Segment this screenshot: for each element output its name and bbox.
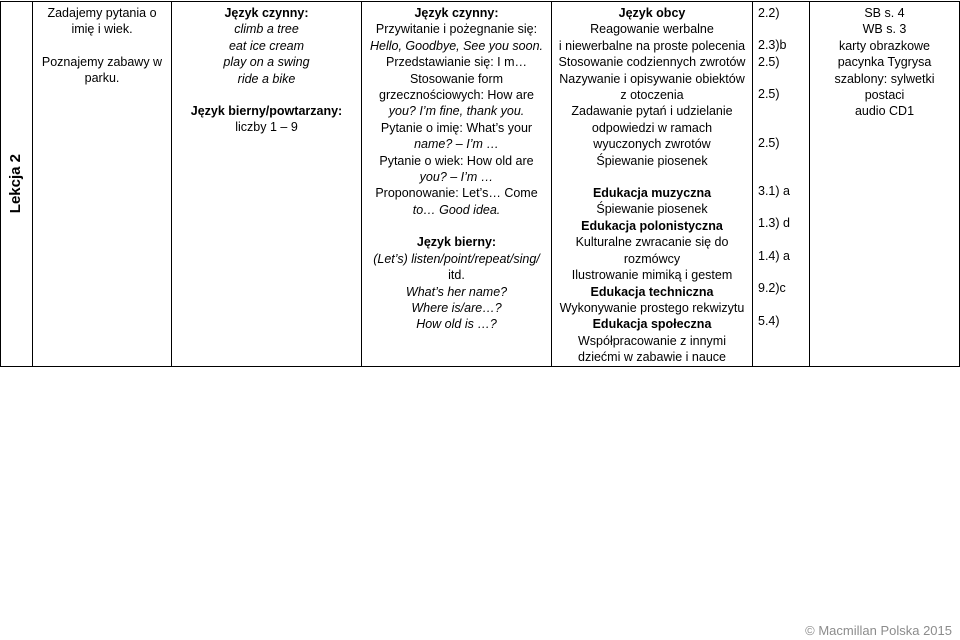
skill-line: Nazywanie i opisywanie obiektów bbox=[559, 71, 745, 86]
technical-heading: Edukacja techniczna bbox=[590, 284, 714, 299]
copyright-notice: © Macmillan Polska 2015 bbox=[805, 623, 952, 638]
social-heading: Edukacja społeczna bbox=[592, 317, 712, 332]
aims-line: parku. bbox=[84, 71, 120, 86]
material-line: WB s. 3 bbox=[862, 22, 907, 37]
skill-line: z otoczenia bbox=[620, 88, 684, 103]
skill-line: Kulturalne zwracanie się do bbox=[575, 235, 729, 250]
structure-line: grzecznościowych: How are bbox=[379, 88, 534, 103]
structure-line: Pytanie o imię: What’s your bbox=[380, 120, 533, 135]
code-line: 9.2)c bbox=[758, 281, 786, 296]
passive-vocab-heading: Język bierny/powtarzany: bbox=[190, 104, 343, 119]
skill-line: Reagowanie werbalne bbox=[590, 22, 714, 37]
active-structures-heading: Język czynny: bbox=[414, 6, 499, 20]
material-line: postaci bbox=[864, 88, 905, 103]
lesson-label: Lekcja 2 bbox=[7, 154, 25, 214]
vocab-item: climb a tree bbox=[234, 22, 299, 37]
material-line: szablony: sylwetki bbox=[834, 71, 935, 86]
lesson-row bbox=[1, 2, 960, 367]
lesson-label-cell bbox=[1, 2, 33, 367]
structure-line: you? – I’m … bbox=[419, 170, 494, 185]
skill-line: Śpiewanie piosenek bbox=[596, 153, 708, 168]
structure-line: to… Good idea. bbox=[412, 202, 501, 217]
vocab-item: eat ice cream bbox=[228, 38, 305, 53]
vocabulary-cell bbox=[172, 2, 362, 367]
passive-structure-line: How old is …? bbox=[416, 317, 497, 332]
active-vocab-heading: Język czynny: bbox=[224, 6, 309, 20]
code-line: 2.5) bbox=[758, 54, 780, 69]
material-line: pacynka Tygrysa bbox=[837, 55, 932, 70]
code-line: 5.4) bbox=[758, 313, 780, 328]
vocab-item: play on a swing bbox=[223, 55, 310, 70]
code-line: 3.1) a bbox=[758, 184, 790, 199]
curriculum-codes-cell bbox=[753, 2, 810, 367]
passive-structure-line: What’s her name? bbox=[405, 284, 508, 299]
structure-line: name? – I’m … bbox=[414, 137, 499, 152]
skill-line: Ilustrowanie mimiką i gestem bbox=[571, 268, 733, 283]
structure-line: Stosowanie form bbox=[409, 71, 504, 86]
code-line: 2.3)b bbox=[758, 38, 787, 53]
skill-line: Stosowanie codziennych zwrotów bbox=[558, 55, 746, 70]
skills-cell bbox=[552, 2, 753, 367]
code-line: 1.3) d bbox=[758, 216, 790, 231]
structure-line: Przedstawianie się: I m… bbox=[385, 55, 528, 70]
foreign-language-heading: Język obcy bbox=[618, 6, 686, 20]
skill-line: i niewerbalne na proste polecenia bbox=[558, 38, 746, 53]
passive-vocab-item: liczby 1 – 9 bbox=[235, 120, 298, 135]
aims-line: imię i wiek. bbox=[71, 22, 133, 37]
aims-cell bbox=[33, 2, 172, 367]
skill-line: odpowiedzi w ramach bbox=[591, 120, 713, 135]
materials-cell bbox=[810, 2, 960, 367]
skill-line: Wykonywanie prostego rekwizytu bbox=[559, 300, 745, 315]
material-line: SB s. 4 bbox=[864, 6, 905, 20]
polish-heading: Edukacja polonistyczna bbox=[581, 218, 723, 233]
vocab-item: ride a bike bbox=[237, 71, 296, 86]
passive-structure-line: (Let’s) listen/point/repeat/sing/ bbox=[373, 251, 540, 266]
structure-line: Hello, Goodbye, See you soon. bbox=[369, 38, 544, 53]
code-line: 2.5) bbox=[758, 87, 780, 102]
skill-line: Zadawanie pytań i udzielanie bbox=[571, 104, 733, 119]
material-line: karty obrazkowe bbox=[838, 38, 930, 53]
structure-line: Przywitanie i pożegnanie się: bbox=[375, 22, 538, 37]
structure-line: Proponowanie: Let’s… Come bbox=[375, 186, 538, 201]
aims-line: Zadajemy pytania o bbox=[47, 6, 157, 20]
passive-structure-line: itd. bbox=[448, 268, 465, 283]
skill-line: wyuczonych zwrotów bbox=[593, 137, 711, 152]
aims-line: Poznajemy zabawy w bbox=[41, 54, 163, 69]
skill-line: rozmówcy bbox=[623, 251, 681, 266]
passive-structures-heading: Język bierny: bbox=[416, 235, 497, 250]
structure-line: you? I’m fine, thank you. bbox=[388, 104, 525, 119]
code-line: 2.5) bbox=[758, 135, 780, 150]
lesson-plan-table bbox=[0, 1, 960, 367]
music-heading: Edukacja muzyczna bbox=[592, 186, 712, 201]
structure-line: Pytanie o wiek: How old are bbox=[379, 153, 534, 168]
skill-line: Współpracowanie z innymi bbox=[578, 333, 726, 348]
skill-line: Śpiewanie piosenek bbox=[596, 202, 708, 217]
structures-cell bbox=[362, 2, 552, 367]
code-line: 2.2) bbox=[758, 6, 780, 20]
code-line: 1.4) a bbox=[758, 248, 790, 263]
material-line: audio CD1 bbox=[854, 104, 915, 119]
passive-structure-line: Where is/are…? bbox=[411, 300, 502, 315]
skill-line: dziećmi w zabawie i nauce bbox=[578, 350, 726, 365]
